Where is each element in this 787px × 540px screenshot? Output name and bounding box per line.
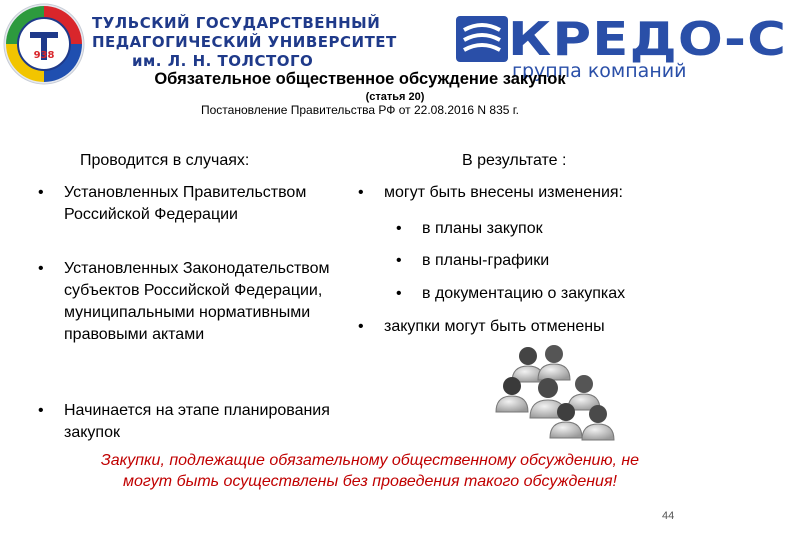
left-list-item xyxy=(38,400,358,444)
bullet-icon: • xyxy=(38,184,44,201)
university-name xyxy=(92,14,397,71)
university-name-line-1: ТУЛЬСКИЙ ГОСУДАРСТВЕННЫЙ xyxy=(92,14,381,32)
right-list-item xyxy=(358,182,698,204)
bullet-icon: • xyxy=(38,260,44,277)
left-item-text: Установленных Законодательством субъектов Российской Федерации, муниципальными нормативными правовыми актами xyxy=(64,260,330,343)
right-item-text: могут быть внесены изменения: xyxy=(384,184,623,201)
right-subitem-text: в планы-графики xyxy=(422,252,550,269)
right-heading: В результате : xyxy=(462,152,567,169)
warning-note: Закупки, подлежащие обязательному общественному обсуждению, не могут быть осуществлены без проведения такого обсуждения! xyxy=(100,452,640,490)
left-item-text: Установленных Правительством Российской Федерации xyxy=(64,184,307,223)
right-sublist-item xyxy=(396,250,716,272)
bullet-icon: • xyxy=(396,285,402,302)
left-list-item xyxy=(38,258,358,346)
left-item-text: Начинается на этапе планирования закупок xyxy=(64,402,330,441)
right-sublist-item xyxy=(396,283,716,305)
university-name-line-2: ПЕДАГОГИЧЕСКИЙ УНИВЕРСИТЕТ xyxy=(92,33,397,51)
bullet-icon: • xyxy=(396,252,402,269)
bullet-icon: • xyxy=(358,184,364,201)
university-logo-badge: 938 xyxy=(33,50,55,61)
left-heading: Проводится в случаях: xyxy=(80,152,250,169)
slide-title: Обязательное общественное обсуждение закупок xyxy=(154,70,566,88)
bullet-icon: • xyxy=(358,318,364,335)
right-subitem-text: в планы закупок xyxy=(422,220,543,237)
slide-decree: Постановление Правительства РФ от 22.08.2016 N 835 г. xyxy=(201,103,519,117)
page-number: 44 xyxy=(662,510,675,522)
company-name: КРЕДО-С xyxy=(508,12,787,66)
slide-article: (статья 20) xyxy=(365,91,425,103)
right-subitem-text: в документацию о закупках xyxy=(422,285,626,302)
right-list-item xyxy=(358,316,698,338)
right-sublist-item xyxy=(396,218,716,240)
left-list-item xyxy=(38,182,358,226)
company-tagline: группа компаний xyxy=(512,60,687,82)
people-group-icon xyxy=(496,342,616,442)
bullet-icon: • xyxy=(38,402,44,419)
right-item-text: закупки могут быть отменены xyxy=(384,318,605,335)
university-name-line-3: им. Л. Н. ТОЛСТОГО xyxy=(132,52,314,70)
bullet-icon: • xyxy=(396,220,402,237)
